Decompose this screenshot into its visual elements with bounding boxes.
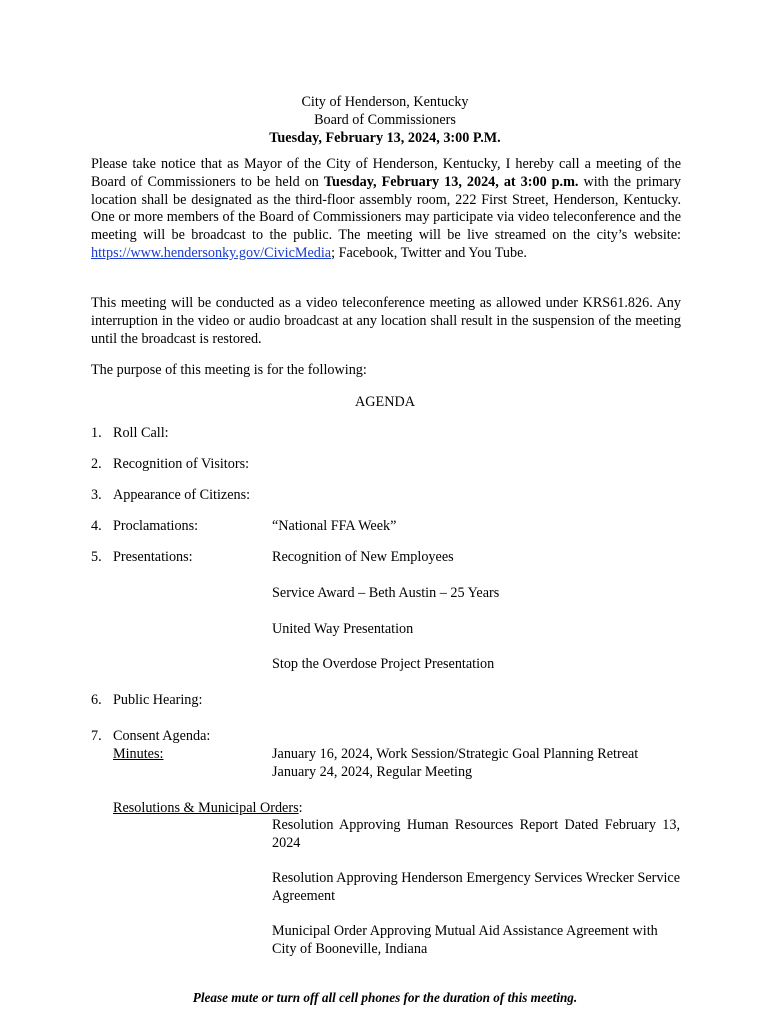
agenda-item-5-label: Presentations:: [113, 549, 193, 565]
agenda-item-3-number: 3.: [91, 487, 102, 503]
agenda-item-2-label: Recognition of Visitors:: [113, 456, 250, 472]
agenda-item-7-label: Consent Agenda:: [113, 728, 211, 744]
header-board: Board of Commissioners: [314, 112, 456, 128]
resolution-item: Municipal Order Approving Mutual Aid Assistance Agreement with City of Booneville, Indiana: [272, 923, 658, 957]
presentation-item: Service Award – Beth Austin – 25 Years: [272, 585, 500, 601]
agenda-item-1-label: Roll Call:: [113, 425, 169, 441]
notice-paragraph: [91, 156, 681, 263]
notice-meeting-date: Tuesday, February 13, 2024, at 3:00 p.m.: [323, 173, 579, 190]
notice-text-a: Please take notice that as Mayor of the City of Henderson, Kentucky, I hereby call a meeting of the Board of Commissioners to be held on: [91, 156, 681, 190]
resolutions-colon: :: [298, 800, 303, 816]
header-city: City of Henderson, Kentucky: [301, 94, 469, 110]
agenda-item-6-number: 6.: [91, 692, 102, 708]
resolution-item: Resolution Approving Henderson Emergency Services Wrecker Service Agreement: [272, 870, 680, 904]
agenda-item-4-value: “National FFA Week”: [272, 518, 397, 534]
agenda-item-7-number: 7.: [91, 728, 102, 744]
resolutions-heading: [113, 800, 303, 817]
minutes-item: January 24, 2024, Regular Meeting: [272, 764, 473, 780]
resolutions-label: Resolutions & Municipal Orders: [113, 800, 299, 816]
notice-text-b: with the primary location shall be designated as the third-floor assembly room, 222 First Street, Henderson, Kentucky. One or more members of the Board of Commissioners may participate via video teleconference and the meeting will be broadcast to the public. The meeting will be live streamed on the city’s website:: [91, 173, 681, 244]
resolution-item: Resolution Approving Human Resources Report Dated February 13, 2024: [272, 817, 680, 851]
agenda-item-1-number: 1.: [91, 425, 102, 441]
footer-notice: Please mute or turn off all cell phones for the duration of this meeting.: [192, 990, 578, 1005]
notice-text-c: ; Facebook, Twitter and You Tube.: [331, 244, 527, 261]
agenda-title: AGENDA: [355, 394, 415, 410]
minutes-item: January 16, 2024, Work Session/Strategic Goal Planning Retreat: [272, 746, 639, 762]
presentation-item: Stop the Overdose Project Presentation: [272, 656, 495, 672]
header-date: Tuesday, February 13, 2024, 3:00 P.M.: [269, 130, 501, 146]
presentation-item: Recognition of New Employees: [272, 549, 454, 565]
civic-media-link[interactable]: https://www.hendersonky.gov/CivicMedia: [91, 244, 332, 261]
agenda-item-4-number: 4.: [91, 518, 102, 534]
video-paragraph: This meeting will be conducted as a video teleconference meeting as allowed under KRS61.826. Any interruption in the video or audio broadcast at any location shall result in the suspension of the meeting until the broadcast is restored.: [91, 295, 681, 347]
minutes-label: Minutes:: [113, 746, 164, 762]
agenda-item-5-number: 5.: [91, 549, 102, 565]
purpose-text: The purpose of this meeting is for the following:: [91, 362, 367, 378]
agenda-item-3-label: Appearance of Citizens:: [113, 487, 251, 503]
agenda-item-6-label: Public Hearing:: [113, 692, 203, 708]
agenda-item-4-label: Proclamations:: [113, 518, 199, 534]
presentation-item: United Way Presentation: [272, 621, 414, 637]
agenda-item-2-number: 2.: [91, 456, 102, 472]
